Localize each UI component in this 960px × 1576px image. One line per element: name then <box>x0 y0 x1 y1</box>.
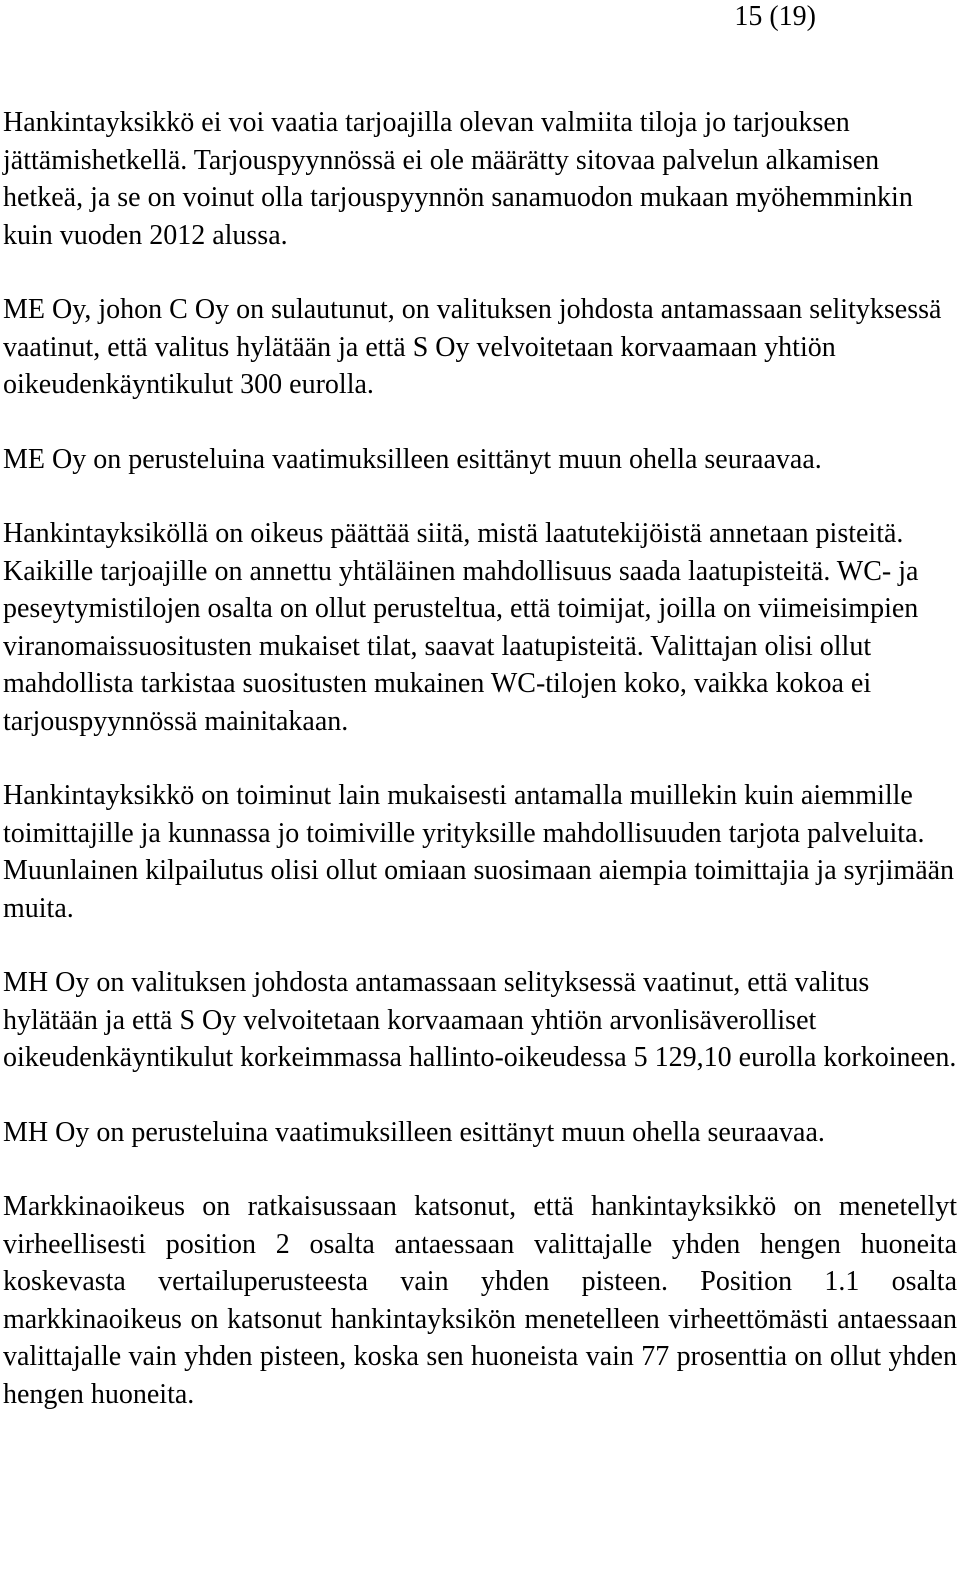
document-body <box>3 104 957 1450</box>
paragraph: ME Oy, johon C Oy on sulautunut, on valituksen johdosta antamassaan selityksessä vaatinut, että valitus hylätään ja että S Oy velvoitetaan korvaamaan yhtiön oikeudenkäyntikulut 300 eurolla. <box>3 294 942 400</box>
paragraph: Markkinaoikeus on ratkaisussaan katsonut, että hankintayksikkö on menetellyt virheellisesti position 2 osalta antaessaan valittajalle yhden hengen huoneita koskevasta vertailuperusteesta vain yhden pisteen. Position 1.1 osalta markkinaoikeus on katsonut hankintayksikön menetelleen virheettömästi antaessaan valittajalle vain yhden pisteen, koska sen huoneista vain 77 prosenttia on ollut yhden hengen huoneita. <box>3 1191 957 1410</box>
paragraph: Hankintayksikkö on toiminut lain mukaisesti antamalla muillekin kuin aiemmille toimittajille ja kunnassa jo toimiville yrityksille mahdollisuuden tarjota palveluita. Muunlainen kilpailutus olisi ollut omiaan suosimaan aiempia toimittajia ja syrjimään muita. <box>3 780 955 924</box>
paragraph: Hankintayksikkö ei voi vaatia tarjoajilla olevan valmiita tiloja jo tarjouksen jättämishetkellä. Tarjouspyynnössä ei ole määrätty sitovaa palvelun alkamisen hetkeä, ja se on voinut olla tarjouspyynnön sanamuodon mukaan myöhemminkin kuin vuoden 2012 alussa. <box>3 107 913 251</box>
paragraph: MH Oy on valituksen johdosta antamassaan selityksessä vaatinut, että valitus hylätään ja että S Oy velvoitetaan korvaamaan yhtiön arvonlisäverolliset oikeudenkäyntikulut korkeimmassa hallinto-oikeudessa 5 129,10 eurolla korkoineen. <box>3 967 957 1073</box>
paragraph: ME Oy on perusteluina vaatimuksilleen esittänyt muun ohella seuraavaa. <box>3 443 822 475</box>
page-number: 15 (19) <box>734 1 816 32</box>
paragraph: MH Oy on perusteluina vaatimuksilleen esittänyt muun ohella seuraavaa. <box>3 1116 825 1148</box>
paragraph: Hankintayksiköllä on oikeus päättää siitä, mistä laatutekijöistä annetaan pisteitä. Kaikille tarjoajille on annettu yhtäläinen mahdollisuus saada laatupisteitä. WC- ja peseytymistilojen osalta on ollut perusteltua, että toimijat, joilla on viimeisimpien viranomaissuositusten mukaiset tilat, saavat laatupisteitä. Valittajan olisi ollut mahdollista tarkistaa suositusten mukainen WC-tilojen koko, vaikka kokoa ei tarjouspyynnössä mainitakaan. <box>3 518 919 737</box>
